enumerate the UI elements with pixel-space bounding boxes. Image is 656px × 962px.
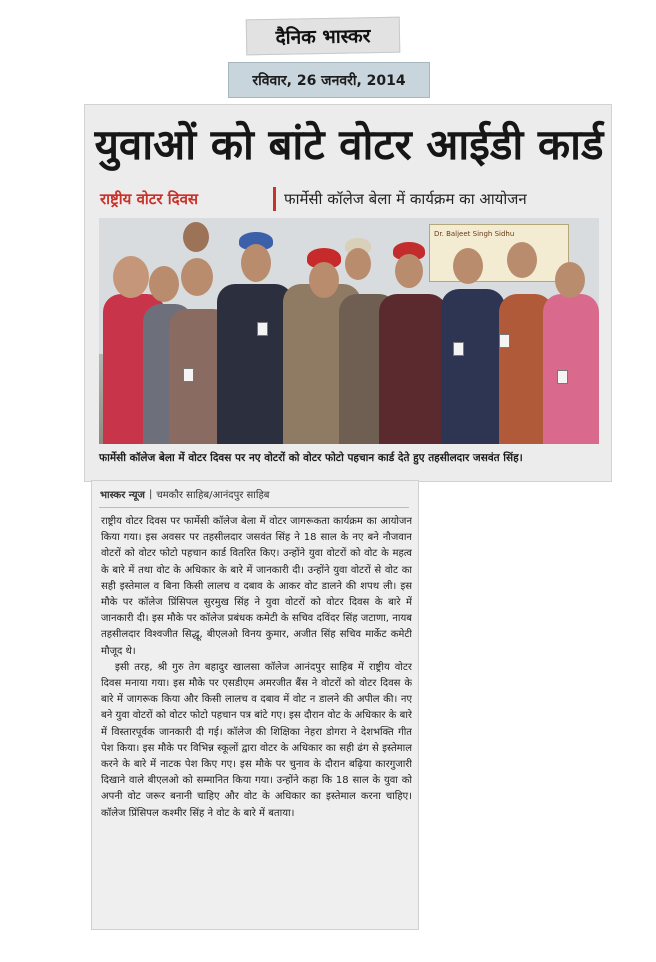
person-9-head bbox=[507, 242, 537, 278]
person-10-head bbox=[555, 262, 585, 298]
newspaper-masthead: दैनिक भास्कर bbox=[246, 17, 401, 56]
voter-card bbox=[183, 368, 194, 382]
byline-source: भास्कर न्यूज bbox=[100, 490, 145, 501]
person-4-head bbox=[241, 244, 271, 282]
article-paragraph-2: इसी तरह, श्री गुरु तेग बहादुर खालसा कॉलेज आनंदपुर साहिब में राष्ट्रीय वोटर दिवस मनाया गया। इस मौके पर एसडीएम अमरजीत बैंस ने वोटरों को वोटर दिवस के बारे में जागरूक किया और किसी लालच व दबाव में वोट न डालने की अपील की। नए बने युवा वोटरों को वोटर फोटो पहचान पत्र बांटे गए। इस दौरान वोट के अधिकार के बारे में विस्तारपूर्वक जानकारी दी गई। कॉलेज की शिक्षिका नेहरा डोगरा ने देशभक्ति गीत पेश किया। इस मौके पर विभिन्न स्कूलों द्वारा वोटर के अधिकार का सही ढंग से इस्तेमाल करने के बारे में नाटक पेश किए गए। इस मौके पर चुनाव के दौरान बढ़िया कारगुजारी दिखाने वाले बीएलओ को सम्मानित किया गया। उन्होंने कहा कि 18 साल के युवा को अपनी वोट जरूर बनानी चाहिए और वोट के अधिकार का इस्तेमाल करना चाहिए। कॉलेज प्रिंसिपल कश्मीर सिंह ने वोट के बारे में बताया। bbox=[101, 661, 412, 819]
headline: युवाओं को बांटे वोटर आईडी कार्ड bbox=[94, 119, 604, 169]
kicker-label: राष्ट्रीय वोटर दिवस bbox=[100, 190, 199, 208]
dateline: रविवार, 26 जनवरी, 2014 bbox=[228, 62, 430, 98]
person-5-head bbox=[309, 262, 339, 298]
photo-banner: Dr. Baljeet Singh Sidhu bbox=[429, 224, 569, 282]
news-photo bbox=[99, 218, 599, 444]
person-6-head bbox=[345, 248, 371, 280]
person-8-head bbox=[453, 248, 483, 284]
person-2-head bbox=[149, 266, 179, 302]
person-4 bbox=[217, 284, 293, 444]
voter-card bbox=[499, 334, 510, 348]
person-7 bbox=[379, 294, 447, 444]
person-1-head bbox=[113, 256, 149, 298]
person-back-head bbox=[183, 222, 209, 252]
kicker-divider bbox=[273, 187, 276, 211]
byline-places: चमकौर साहिब/आनंदपुर साहिब bbox=[156, 490, 270, 501]
voter-card bbox=[453, 342, 464, 356]
byline-separator: | bbox=[148, 488, 153, 500]
person-3-head bbox=[181, 258, 213, 296]
person-8 bbox=[441, 289, 505, 444]
article-paragraph-1: राष्ट्रीय वोटर दिवस पर फार्मेसी कॉलेज बेला में वोटर जागरूकता कार्यक्रम का आयोजन किया गया। इस अवसर पर तहसीलदार जसवंत सिंह ने 18 साल के नए बने नौजवान वोटरों को वोटर फोटो पहचान कार्ड वितरित किए। उन्होंने युवा वोटरों को वोट के महत्व के बारे में तथा वोट के अधिकार के बारे में जानकारी दी। उन्होंने युवा वोटरों से वोट का सही इस्तेमाल व बिना किसी लालच व दबाव के आकर वोट डालने की शपथ ली। इस मौके पर कॉलेज प्रिंसिपल सुरमुख सिंह ने युवा वोटरों को वोटर दिवस के बारे में जानकारी दी। इस मौके पर कॉलेज प्रबंधक कमेटी के सचिव दविंदर सिंह जटाणा, नायब तहसीलदार विश्वजीत सिद्धू, बीएलओ विनय कुमार, अजीत सिंह सचिव मार्केट कमेटी मौजूद थे। bbox=[101, 516, 412, 657]
article-body bbox=[101, 514, 412, 926]
person-10 bbox=[543, 294, 599, 444]
person-7-head bbox=[395, 254, 423, 288]
byline bbox=[100, 483, 270, 505]
subheadline: फार्मेसी कॉलेज बेला में कार्यक्रम का आयोजन bbox=[284, 190, 527, 208]
voter-card bbox=[557, 370, 568, 384]
byline-rule bbox=[99, 507, 409, 508]
photo-caption: फार्मेसी कॉलेज बेला में वोटर दिवस पर नए वोटरों को वोटर फोटो पहचान कार्ड देते हुए तहसीलदार जसवंत सिंह। bbox=[99, 452, 523, 464]
voter-card bbox=[257, 322, 268, 336]
